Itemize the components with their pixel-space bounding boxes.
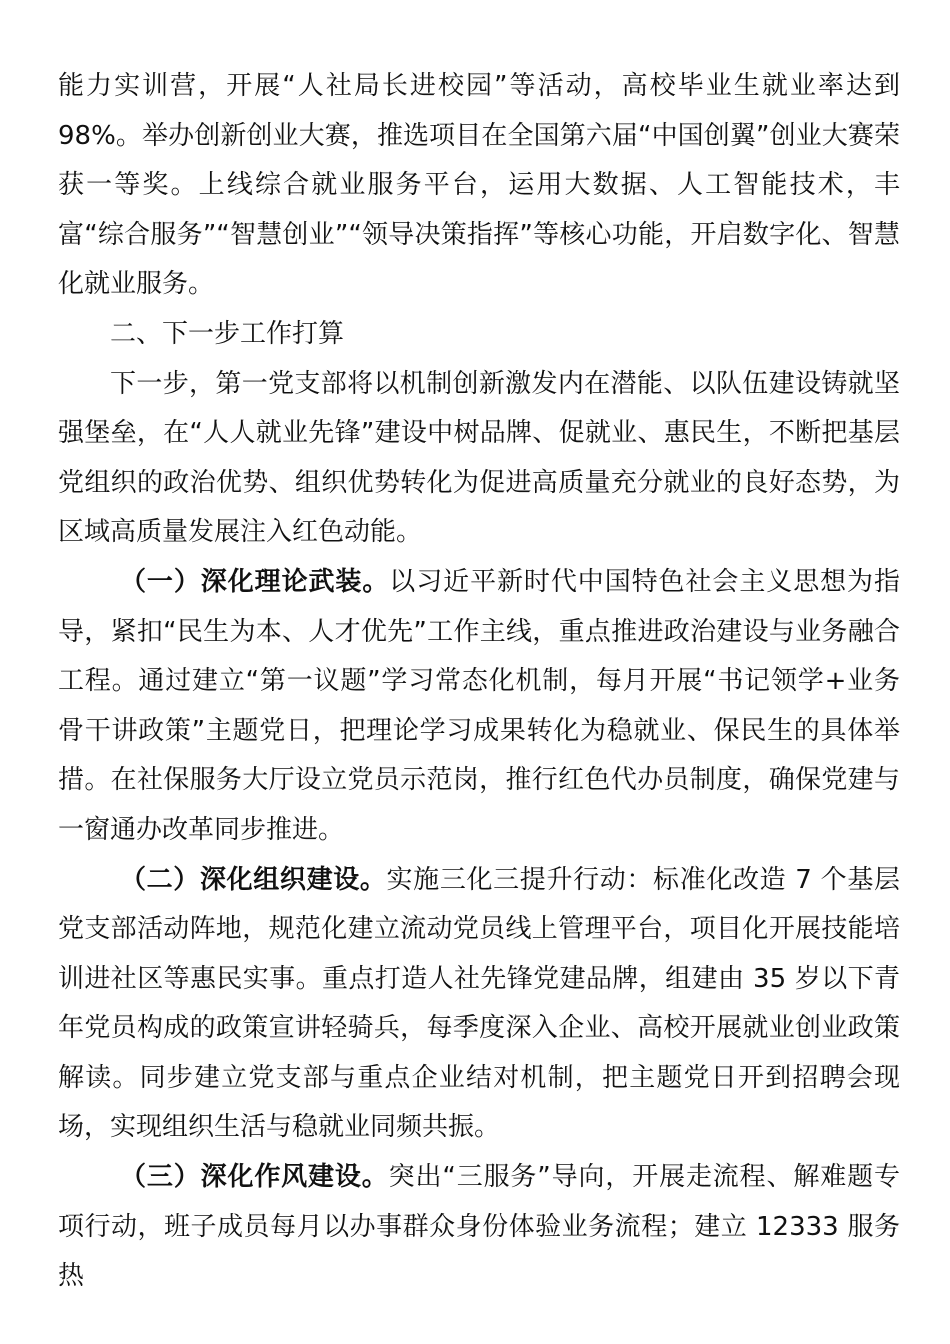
paragraph-organization-building-body: 实施三化三提升行动：标准化改造 7 个基层党支部活动阵地，规范化建立流动党员线上管理平台，项目化开展技能培训进社区等惠民实事。重点打造人社先锋党建品牌，组建由 35 岁以下青年党员构成的政策宣讲轻骑兵，每季度深入企业、高校开展就业创业政策解读。同步建立党支部与重点企业结对机制，把主题党日开到招聘会现场，实现组织生活与稳就业同频共振。 [58,864,900,1143]
paragraph-work-style [58,1153,900,1302]
document-body [58,62,900,1302]
paragraph-theory-armament-body: 以习近平新时代中国特色社会主义思想为指导，紧扣“民生为本、人才优先”工作主线，重点推进政治建设与业务融合工程。通过建立“第一议题”学习常态化机制，每月开展“书记领学+业务骨干讲政策”主题党日，把理论学习成果转化为稳就业、保民生的具体举措。在社保服务大厅设立党员示范岗，推行红色代办员制度，确保党建与一窗通办改革同步推进。 [58,566,900,845]
paragraph-work-style-body: 突出“三服务”导向，开展走流程、解难题专项行动，班子成员每月以办事群众身份体验业务流程；建立 12333 服务热 [58,1162,900,1292]
paragraph-theory-armament [58,558,900,856]
subheading-work-style: （三）深化作风建设。 [120,1162,389,1193]
section-heading-next-steps: 二、下一步工作打算 [110,318,345,349]
paragraph-next-steps-intro: 下一步，第一党支部将以机制创新激发内在潜能、以队伍建设铸就坚强堡垒，在“人人就业先锋”建设中树品牌、促就业、惠民生，不断把基层党组织的政治优势、组织优势转化为促进高质量充分就业的良好态势，为区域高质量发展注入红色动能。 [58,368,900,548]
subheading-organization-building: （二）深化组织建设。 [120,864,387,895]
paragraph-employment-results: 能力实训营，开展“人社局长进校园”等活动，高校毕业生就业率达到98%。举办创新创业大赛，推选项目在全国第六届“中国创翼”创业大赛荣获一等奖。上线综合就业服务平台，运用大数据、人工智能技术，丰富“综合服务”“智慧创业”“领导决策指挥”等核心功能，开启数字化、智慧化就业服务。 [58,71,900,300]
subheading-theory-armament: （一）深化理论武装。 [120,566,390,597]
paragraph-organization-building [58,856,900,1154]
